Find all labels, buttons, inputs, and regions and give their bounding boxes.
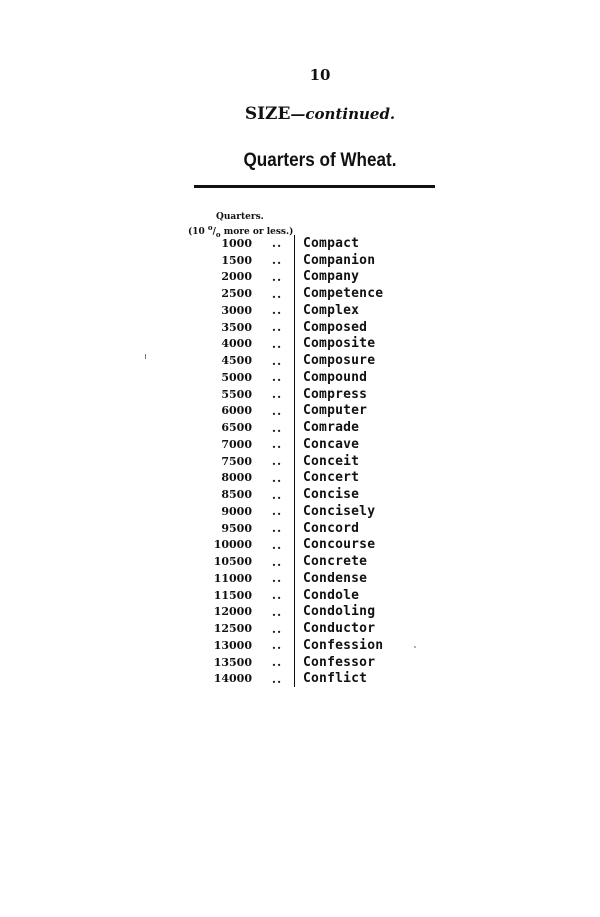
code-word-cell: Condoling — [303, 604, 376, 620]
leader-dots: .. — [271, 588, 283, 603]
quantity-cell: 8000 — [221, 471, 252, 485]
leader-dots: .. — [271, 604, 283, 619]
quantity-cell: 2000 — [221, 270, 252, 284]
leader-dots: .. — [271, 437, 283, 452]
leader-dots: .. — [271, 320, 283, 335]
section-heading-main: SIZE — [244, 104, 291, 124]
leader-dots: .. — [271, 621, 283, 636]
quantity-cell: 10500 — [213, 555, 252, 569]
quantity-cell: 13000 — [213, 638, 252, 652]
table-row — [200, 470, 430, 487]
code-word-cell: Compound — [303, 369, 368, 385]
percent-sub: o — [215, 229, 221, 239]
table-row — [200, 453, 430, 470]
code-word-cell: Confessor — [303, 654, 376, 670]
code-word-cell: Composure — [303, 353, 376, 369]
table-row — [200, 604, 430, 621]
leader-dots: .. — [271, 370, 283, 385]
leader-dots: .. — [271, 671, 283, 686]
quantity-cell: 3000 — [221, 303, 252, 317]
tolerance-suffix: more or less.) — [220, 227, 294, 237]
leader-dots: .. — [271, 236, 283, 251]
quantity-cell: 5000 — [221, 370, 252, 384]
section-heading — [0, 104, 600, 124]
leader-dots: .. — [271, 504, 283, 519]
leader-dots: .. — [271, 303, 283, 318]
leader-dots: .. — [271, 387, 283, 402]
code-word-cell: Concave — [303, 436, 360, 452]
table-row — [200, 637, 430, 654]
quantity-cell: 1500 — [221, 253, 252, 267]
quantity-cell: 13500 — [213, 655, 252, 669]
leader-dots: .. — [271, 638, 283, 653]
table-row — [200, 319, 430, 336]
table-row — [200, 235, 430, 252]
table-row — [200, 419, 430, 436]
code-word-cell: Composite — [303, 336, 376, 352]
leader-dots: .. — [271, 286, 283, 301]
quantity-cell: 6500 — [221, 421, 252, 435]
code-word-cell: Conflict — [303, 671, 368, 687]
section-heading-continued: —continued. — [290, 105, 396, 123]
quantity-cell: 7500 — [221, 454, 252, 468]
table-row — [200, 570, 430, 587]
code-word-cell: Compact — [303, 235, 360, 251]
code-word-cell: Concrete — [303, 554, 368, 570]
quantity-cell: 12500 — [213, 622, 252, 636]
paper-speck — [414, 646, 416, 648]
quantity-cell: 3500 — [221, 320, 252, 334]
leader-dots: .. — [271, 253, 283, 268]
code-word-cell: Concord — [303, 520, 360, 536]
leader-dots: .. — [271, 336, 283, 351]
quantity-cell: 5500 — [221, 387, 252, 401]
code-word-cell: Concisely — [303, 503, 376, 519]
table-row — [200, 486, 430, 503]
quantity-cell: 12000 — [213, 605, 252, 619]
quantity-cell: 9000 — [221, 504, 252, 518]
quantity-cell: 14000 — [213, 672, 252, 686]
quantity-cell: 7000 — [221, 437, 252, 451]
code-word-cell: Computer — [303, 403, 368, 419]
title-rule — [194, 185, 435, 188]
code-word-cell: Company — [303, 269, 360, 285]
quantity-cell: 11000 — [213, 571, 252, 585]
code-word-cell: Companion — [303, 252, 376, 268]
quantity-cell: 1000 — [221, 236, 252, 250]
percent-slash: / — [212, 227, 216, 237]
table-row — [200, 654, 430, 671]
code-word-cell: Conductor — [303, 621, 376, 637]
leader-dots: .. — [271, 454, 283, 469]
code-word-cell: Concourse — [303, 537, 376, 553]
table-title: Quarters of Wheat. — [243, 150, 397, 171]
leader-dots: .. — [271, 655, 283, 670]
quantity-cell: 9500 — [221, 521, 252, 535]
leader-dots: .. — [271, 554, 283, 569]
table-row — [200, 369, 430, 386]
code-table — [200, 235, 430, 687]
table-row — [200, 285, 430, 302]
table-row — [200, 620, 430, 637]
tolerance-prefix: (10 — [188, 227, 208, 237]
quantity-cell: 2500 — [221, 287, 252, 301]
code-word-cell: Confession — [303, 637, 384, 653]
quantity-cell: 11500 — [213, 588, 252, 602]
leader-dots: .. — [271, 521, 283, 536]
table-row — [200, 537, 430, 554]
code-word-cell: Competence — [303, 286, 384, 302]
leader-dots: .. — [271, 571, 283, 586]
leader-dots: .. — [271, 353, 283, 368]
table-row — [200, 520, 430, 537]
code-word-cell: Complex — [303, 302, 360, 318]
table-row — [200, 336, 430, 353]
quantity-cell: 10000 — [213, 538, 252, 552]
quantity-cell: 6000 — [221, 404, 252, 418]
table-row — [200, 503, 430, 520]
code-word-cell: Concise — [303, 487, 360, 503]
code-word-cell: Comrade — [303, 420, 360, 436]
table-row — [200, 403, 430, 420]
quantity-cell: 4500 — [221, 354, 252, 368]
leader-dots: .. — [271, 470, 283, 485]
column-header-quarters: Quarters. — [216, 212, 264, 222]
leader-dots: .. — [271, 487, 283, 502]
leader-dots: .. — [271, 269, 283, 284]
table-row — [200, 386, 430, 403]
code-word-cell: Condole — [303, 587, 360, 603]
quantity-cell: 4000 — [221, 337, 252, 351]
table-row — [200, 553, 430, 570]
code-word-cell: Condense — [303, 570, 368, 586]
page-number: 10 — [309, 66, 331, 84]
paper-speck — [145, 354, 146, 359]
table-row — [200, 252, 430, 269]
table-row — [200, 302, 430, 319]
code-word-cell: Concert — [303, 470, 360, 486]
table-row — [200, 352, 430, 369]
leader-dots: .. — [271, 537, 283, 552]
table-row — [200, 671, 430, 688]
table-row — [200, 587, 430, 604]
code-word-cell: Composed — [303, 319, 368, 335]
code-word-cell: Conceit — [303, 453, 360, 469]
leader-dots: .. — [271, 420, 283, 435]
table-row — [200, 269, 430, 286]
table-row — [200, 436, 430, 453]
leader-dots: .. — [271, 403, 283, 418]
percent-sup: o — [207, 223, 213, 232]
quantity-cell: 8500 — [221, 488, 252, 502]
code-word-cell: Compress — [303, 386, 368, 402]
